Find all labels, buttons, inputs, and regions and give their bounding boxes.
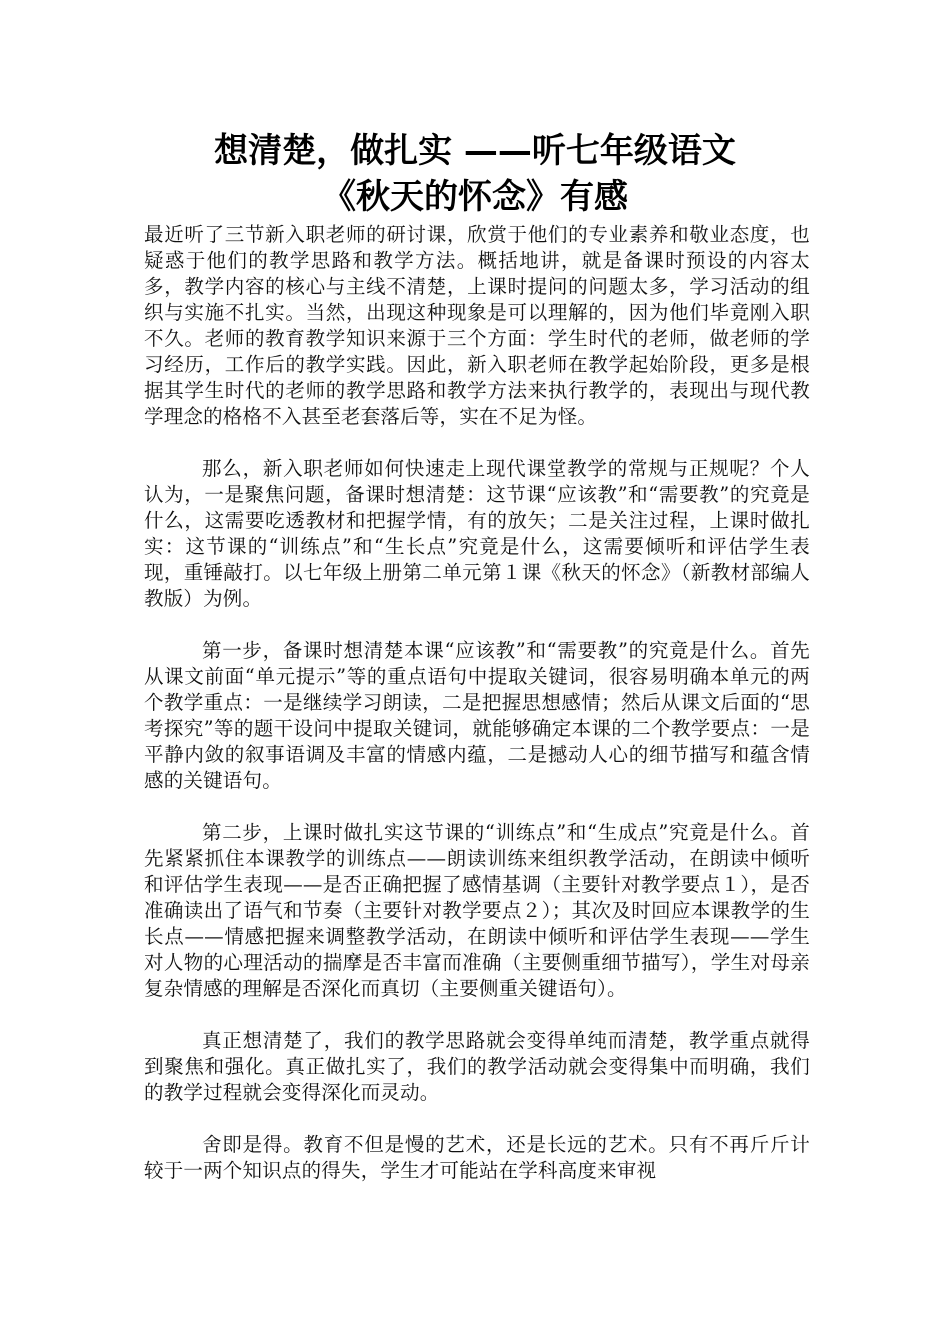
paragraph-3: 第一步，备课时想清楚本课“应该教”和“需要教”的究竟是什么。首先从课文前面“单元提示”等的重点语句中提取关键词，很容易明确本单元的两个教学重点：一是继续学习朗读，二是把握思想感情；然后从课文后面的“思考探究”等的题干设问中提取关键词，就能够确定本课的二个教学要点：一是平静内敛的叙事语调及丰富的情感内蕴，二是撼动人心的细节描写和蕴含情感的关键语句。 [144,639,810,792]
paragraph-5: 真正想清楚了，我们的教学思路就会变得单纯而清楚，教学重点就得到聚焦和强化。真正做扎实了，我们的教学活动就会变得集中而明确，我们的教学过程就会变得深化而灵动。 [144,1029,810,1104]
document-body [144,222,810,1210]
title-line-1: 想清楚，做扎实 ——听七年级语文 [214,131,736,171]
paragraph-2: 那么，新入职老师如何快速走上现代课堂教学的常规与正规呢？个人认为，一是聚焦问题，备课时想清楚：这节课“应该教”和“需要教”的究竟是什么，这需要吃透教材和把握学情，有的放矢；二是关注过程，上课时做扎实：这节课的“训练点”和“生长点”究竟是什么，这需要倾听和评估学生表现，重锤敲打。以七年级上册第二单元第１课《秋天的怀念》（新教材部编人教版）为例。 [144,457,810,610]
title-line-2: 《秋天的怀念》有感 [322,177,628,217]
paragraph-4: 第二步，上课时做扎实这节课的“训练点”和“生成点”究竟是什么。首先紧紧抓住本课教学的训练点——朗读训练来组织教学活动，在朗读中倾听和评估学生表现——是否正确把握了感情基调（主要针对教学要点１），是否准确读出了语气和节奏（主要针对教学要点２）；其次及时回应本课教学的生长点——情感把握来调整教学活动，在朗读中倾听和评估学生表现——学生对人物的心理活动的揣摩是否丰富而准确（主要侧重细节描写），学生对母亲复杂情感的理解是否深化而真切（主要侧重关键语句）。 [144,821,810,1000]
paragraph-6: 舍即是得。教育不但是慢的艺术，还是长远的艺术。只有不再斤斤计较于一两个知识点的得失，学生才可能站在学科高度来审视 [144,1133,810,1182]
paragraph-1: 最近听了三节新入职老师的研讨课，欣赏于他们的专业素养和敬业态度，也疑惑于他们的教学思路和教学方法。概括地讲，就是备课时预设的内容太多，教学内容的核心与主线不清楚，上课时提问的问题太多，学习活动的组织与实施不扎实。当然，出现这种现象是可以理解的，因为他们毕竟刚入职不久。老师的教育教学知识来源于三个方面：学生时代的老师，做老师的学习经历，工作后的教学实践。因此，新入职老师在教学起始阶段，更多是根据其学生时代的老师的教学思路和教学方法来执行教学的，表现出与现代教学理念的格格不入甚至老套落后等，实在不足为怪。 [144,223,810,428]
document-title [120,128,830,220]
